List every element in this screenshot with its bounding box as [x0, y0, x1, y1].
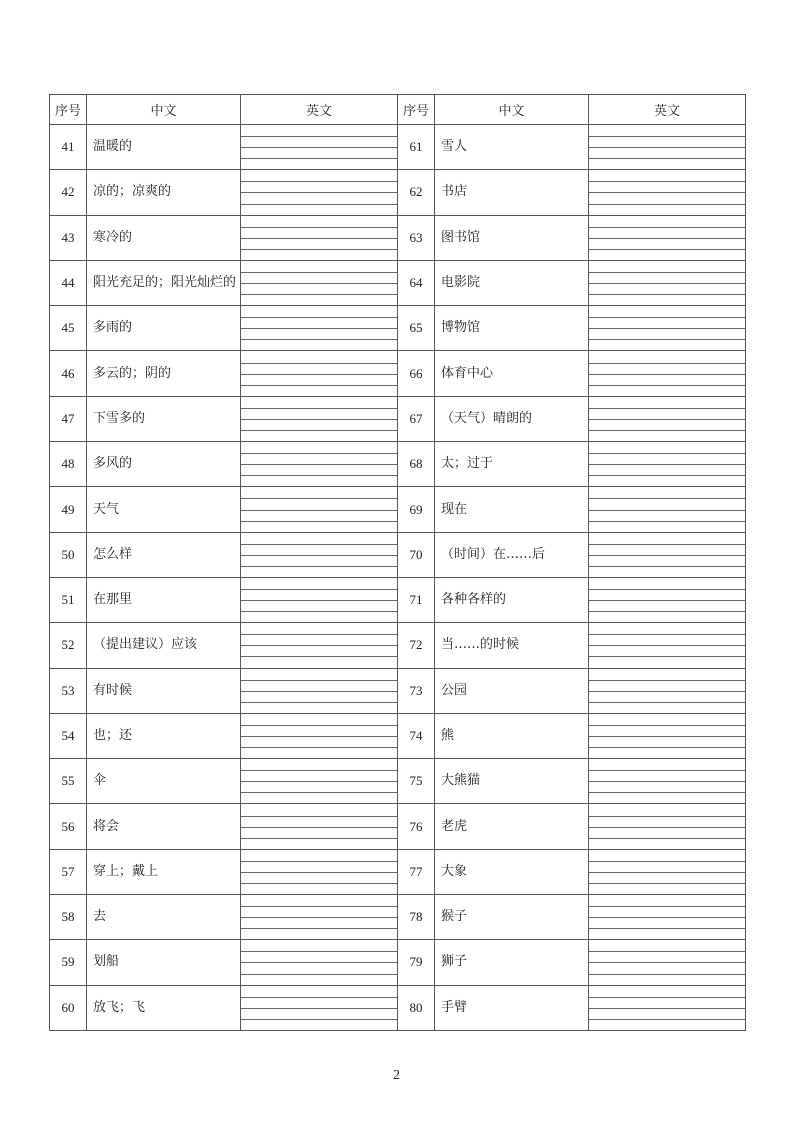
- writing-line: [241, 645, 397, 646]
- writing-line: [589, 408, 745, 409]
- writing-line: [589, 680, 745, 681]
- header-number-right: 序号: [398, 95, 435, 125]
- header-chinese-right: 中文: [435, 95, 589, 125]
- item-number: 53: [50, 668, 87, 713]
- writing-line: [589, 600, 745, 601]
- writing-line: [241, 861, 397, 862]
- writing-line: [589, 510, 745, 511]
- page-number: 2: [393, 1068, 400, 1083]
- writing-line: [241, 827, 397, 828]
- writing-line: [589, 227, 745, 228]
- item-number: 67: [398, 396, 435, 441]
- chinese-term: 图书馆: [435, 215, 589, 260]
- writing-line: [241, 792, 397, 793]
- english-answer-cell[interactable]: [241, 577, 398, 622]
- english-answer-cell[interactable]: [241, 260, 398, 305]
- item-number: 44: [50, 260, 87, 305]
- item-number: 66: [398, 351, 435, 396]
- table-row: [50, 396, 746, 441]
- english-answer-cell[interactable]: [241, 487, 398, 532]
- item-number: 74: [398, 713, 435, 758]
- item-number: 49: [50, 487, 87, 532]
- english-answer-cell[interactable]: [589, 487, 746, 532]
- writing-line: [241, 317, 397, 318]
- writing-line: [589, 838, 745, 839]
- writing-line: [589, 997, 745, 998]
- writing-line: [589, 656, 745, 657]
- item-number: 75: [398, 759, 435, 804]
- table-row: [50, 306, 746, 351]
- item-number: 56: [50, 804, 87, 849]
- writing-line: [241, 816, 397, 817]
- writing-line: [589, 645, 745, 646]
- chinese-term: 太；过于: [435, 442, 589, 487]
- english-answer-cell[interactable]: [589, 125, 746, 170]
- english-answer-cell[interactable]: [589, 442, 746, 487]
- writing-line: [589, 385, 745, 386]
- table-row: [50, 713, 746, 758]
- english-answer-cell[interactable]: [589, 351, 746, 396]
- writing-line: [589, 317, 745, 318]
- writing-line: [589, 294, 745, 295]
- writing-line: [589, 272, 745, 273]
- writing-line: [589, 363, 745, 364]
- writing-line: [589, 498, 745, 499]
- writing-line: [241, 475, 397, 476]
- chinese-term: 当……的时候: [435, 623, 589, 668]
- item-number: 57: [50, 849, 87, 894]
- english-answer-cell[interactable]: [241, 623, 398, 668]
- writing-line: [241, 192, 397, 193]
- chinese-term: 划船: [87, 940, 241, 985]
- writing-line: [241, 430, 397, 431]
- chinese-term: 现在: [435, 487, 589, 532]
- table-row: [50, 849, 746, 894]
- item-number: 80: [398, 985, 435, 1030]
- writing-line: [589, 339, 745, 340]
- chinese-term: 也；还: [87, 713, 241, 758]
- writing-line: [241, 555, 397, 556]
- item-number: 55: [50, 759, 87, 804]
- table-row: [50, 623, 746, 668]
- item-number: 59: [50, 940, 87, 985]
- chinese-term: 体育中心: [435, 351, 589, 396]
- chinese-term: 在那里: [87, 577, 241, 622]
- item-number: 60: [50, 985, 87, 1030]
- chinese-term: 熊: [435, 713, 589, 758]
- writing-line: [241, 158, 397, 159]
- item-number: 79: [398, 940, 435, 985]
- writing-line: [589, 792, 745, 793]
- writing-line: [589, 770, 745, 771]
- chinese-term: 阳光充足的；阳光灿烂的: [87, 260, 241, 305]
- chinese-term: 大熊猫: [435, 759, 589, 804]
- english-answer-cell[interactable]: [589, 260, 746, 305]
- item-number: 52: [50, 623, 87, 668]
- header-number-left: 序号: [50, 95, 87, 125]
- table-row: [50, 170, 746, 215]
- writing-line: [589, 464, 745, 465]
- writing-line: [589, 634, 745, 635]
- chinese-term: （提出建议）应该: [87, 623, 241, 668]
- writing-line: [589, 181, 745, 182]
- writing-line: [589, 917, 745, 918]
- english-answer-cell[interactable]: [241, 351, 398, 396]
- writing-line: [589, 1008, 745, 1009]
- writing-line: [589, 566, 745, 567]
- english-answer-cell[interactable]: [241, 125, 398, 170]
- writing-line: [241, 328, 397, 329]
- table-row: [50, 895, 746, 940]
- chinese-term: 大象: [435, 849, 589, 894]
- english-answer-cell[interactable]: [241, 396, 398, 441]
- writing-line: [589, 544, 745, 545]
- item-number: 63: [398, 215, 435, 260]
- english-answer-cell[interactable]: [241, 985, 398, 1030]
- chinese-term: 多雨的: [87, 306, 241, 351]
- writing-line: [241, 464, 397, 465]
- writing-line: [241, 453, 397, 454]
- writing-line: [589, 521, 745, 522]
- item-number: 42: [50, 170, 87, 215]
- chinese-term: 穿上；戴上: [87, 849, 241, 894]
- chinese-term: 下雪多的: [87, 396, 241, 441]
- english-answer-cell[interactable]: [241, 940, 398, 985]
- table-row: [50, 125, 746, 170]
- chinese-term: 电影院: [435, 260, 589, 305]
- item-number: 62: [398, 170, 435, 215]
- writing-line: [241, 363, 397, 364]
- item-number: 50: [50, 532, 87, 577]
- writing-line: [589, 555, 745, 556]
- item-number: 61: [398, 125, 435, 170]
- writing-line: [241, 181, 397, 182]
- item-number: 64: [398, 260, 435, 305]
- writing-line: [241, 600, 397, 601]
- writing-line: [589, 374, 745, 375]
- item-number: 65: [398, 306, 435, 351]
- chinese-term: 各种各样的: [435, 577, 589, 622]
- item-number: 54: [50, 713, 87, 758]
- writing-line: [589, 736, 745, 737]
- writing-line: [589, 702, 745, 703]
- writing-line: [589, 974, 745, 975]
- english-answer-cell[interactable]: [241, 215, 398, 260]
- writing-line: [589, 430, 745, 431]
- writing-line: [589, 816, 745, 817]
- writing-line: [241, 725, 397, 726]
- item-number: 68: [398, 442, 435, 487]
- english-answer-cell[interactable]: [241, 713, 398, 758]
- chinese-term: 手臂: [435, 985, 589, 1030]
- chinese-term: 将会: [87, 804, 241, 849]
- english-answer-cell[interactable]: [241, 668, 398, 713]
- writing-line: [589, 136, 745, 137]
- table-row: [50, 260, 746, 305]
- writing-line: [241, 510, 397, 511]
- table-row: [50, 804, 746, 849]
- writing-line: [589, 872, 745, 873]
- item-number: 73: [398, 668, 435, 713]
- table-row: [50, 759, 746, 804]
- writing-line: [241, 238, 397, 239]
- writing-line: [589, 204, 745, 205]
- header-english-right: 英文: [589, 95, 746, 125]
- english-answer-cell[interactable]: [589, 532, 746, 577]
- chinese-term: 有时候: [87, 668, 241, 713]
- writing-line: [241, 408, 397, 409]
- writing-line: [241, 136, 397, 137]
- table-header-row: [50, 95, 746, 125]
- writing-line: [241, 1008, 397, 1009]
- english-answer-cell[interactable]: [241, 804, 398, 849]
- writing-line: [241, 747, 397, 748]
- header-english-left: 英文: [241, 95, 398, 125]
- english-answer-cell[interactable]: [241, 532, 398, 577]
- chinese-term: （天气）晴朗的: [435, 396, 589, 441]
- writing-line: [589, 725, 745, 726]
- item-number: 41: [50, 125, 87, 170]
- english-answer-cell[interactable]: [589, 306, 746, 351]
- chinese-term: 伞: [87, 759, 241, 804]
- english-answer-cell[interactable]: [589, 713, 746, 758]
- english-answer-cell[interactable]: [589, 668, 746, 713]
- english-answer-cell[interactable]: [241, 306, 398, 351]
- table-row: [50, 668, 746, 713]
- english-answer-cell[interactable]: [589, 940, 746, 985]
- writing-line: [241, 1019, 397, 1020]
- english-answer-cell[interactable]: [241, 442, 398, 487]
- writing-line: [589, 827, 745, 828]
- item-number: 70: [398, 532, 435, 577]
- english-answer-cell[interactable]: [589, 759, 746, 804]
- item-number: 76: [398, 804, 435, 849]
- writing-line: [589, 928, 745, 929]
- table-row: [50, 487, 746, 532]
- writing-line: [589, 1019, 745, 1020]
- writing-line: [241, 928, 397, 929]
- writing-line: [241, 204, 397, 205]
- item-number: 77: [398, 849, 435, 894]
- item-number: 46: [50, 351, 87, 396]
- writing-line: [241, 419, 397, 420]
- chinese-term: 去: [87, 895, 241, 940]
- english-answer-cell[interactable]: [589, 804, 746, 849]
- chinese-term: （时间）在……后: [435, 532, 589, 577]
- writing-line: [589, 328, 745, 329]
- writing-line: [241, 770, 397, 771]
- item-number: 69: [398, 487, 435, 532]
- chinese-term: 雪人: [435, 125, 589, 170]
- item-number: 45: [50, 306, 87, 351]
- chinese-term: 多云的；阴的: [87, 351, 241, 396]
- item-number: 43: [50, 215, 87, 260]
- writing-line: [589, 453, 745, 454]
- writing-line: [241, 781, 397, 782]
- writing-line: [589, 906, 745, 907]
- table-row: [50, 351, 746, 396]
- writing-line: [241, 838, 397, 839]
- writing-line: [241, 227, 397, 228]
- writing-line: [589, 192, 745, 193]
- chinese-term: 凉的；凉爽的: [87, 170, 241, 215]
- english-answer-cell[interactable]: [241, 895, 398, 940]
- writing-line: [589, 781, 745, 782]
- english-answer-cell[interactable]: [589, 623, 746, 668]
- writing-line: [241, 339, 397, 340]
- writing-line: [589, 861, 745, 862]
- writing-line: [589, 747, 745, 748]
- writing-line: [241, 283, 397, 284]
- writing-line: [241, 702, 397, 703]
- item-number: 72: [398, 623, 435, 668]
- writing-line: [241, 997, 397, 998]
- writing-line: [241, 656, 397, 657]
- item-number: 58: [50, 895, 87, 940]
- english-answer-cell[interactable]: [589, 577, 746, 622]
- writing-line: [241, 872, 397, 873]
- chinese-term: 怎么样: [87, 532, 241, 577]
- chinese-term: 多风的: [87, 442, 241, 487]
- writing-line: [241, 521, 397, 522]
- writing-line: [589, 147, 745, 148]
- chinese-term: 放飞；飞: [87, 985, 241, 1030]
- writing-line: [589, 249, 745, 250]
- english-answer-cell[interactable]: [589, 170, 746, 215]
- writing-line: [241, 611, 397, 612]
- english-answer-cell[interactable]: [589, 396, 746, 441]
- writing-line: [589, 611, 745, 612]
- writing-line: [241, 374, 397, 375]
- table-row: [50, 215, 746, 260]
- english-answer-cell[interactable]: [589, 985, 746, 1030]
- writing-line: [241, 498, 397, 499]
- vocabulary-table: [49, 94, 746, 1031]
- english-answer-cell[interactable]: [589, 849, 746, 894]
- table-row: [50, 940, 746, 985]
- writing-line: [241, 962, 397, 963]
- writing-line: [241, 272, 397, 273]
- writing-line: [241, 680, 397, 681]
- chinese-term: 老虎: [435, 804, 589, 849]
- writing-line: [241, 566, 397, 567]
- table-row: [50, 532, 746, 577]
- english-answer-cell[interactable]: [589, 895, 746, 940]
- item-number: 51: [50, 577, 87, 622]
- writing-line: [241, 634, 397, 635]
- chinese-term: 猴子: [435, 895, 589, 940]
- writing-line: [589, 158, 745, 159]
- item-number: 71: [398, 577, 435, 622]
- writing-line: [589, 883, 745, 884]
- table-row: [50, 985, 746, 1030]
- item-number: 78: [398, 895, 435, 940]
- writing-line: [241, 883, 397, 884]
- writing-line: [241, 951, 397, 952]
- writing-line: [589, 419, 745, 420]
- english-answer-cell[interactable]: [589, 215, 746, 260]
- writing-line: [589, 951, 745, 952]
- english-answer-cell[interactable]: [241, 759, 398, 804]
- writing-line: [241, 906, 397, 907]
- writing-line: [241, 589, 397, 590]
- writing-line: [241, 249, 397, 250]
- writing-line: [241, 385, 397, 386]
- writing-line: [589, 238, 745, 239]
- chinese-term: 寒冷的: [87, 215, 241, 260]
- table-body: [50, 125, 746, 1031]
- writing-line: [589, 691, 745, 692]
- writing-line: [241, 147, 397, 148]
- writing-line: [241, 736, 397, 737]
- chinese-term: 天气: [87, 487, 241, 532]
- writing-line: [241, 974, 397, 975]
- item-number: 47: [50, 396, 87, 441]
- writing-line: [589, 589, 745, 590]
- english-answer-cell[interactable]: [241, 849, 398, 894]
- chinese-term: 温暖的: [87, 125, 241, 170]
- writing-line: [589, 475, 745, 476]
- chinese-term: 狮子: [435, 940, 589, 985]
- chinese-term: 书店: [435, 170, 589, 215]
- writing-line: [241, 544, 397, 545]
- chinese-term: 博物馆: [435, 306, 589, 351]
- english-answer-cell[interactable]: [241, 170, 398, 215]
- header-chinese-left: 中文: [87, 95, 241, 125]
- item-number: 48: [50, 442, 87, 487]
- writing-line: [241, 917, 397, 918]
- writing-line: [241, 294, 397, 295]
- chinese-term: 公园: [435, 668, 589, 713]
- writing-line: [241, 691, 397, 692]
- table-row: [50, 442, 746, 487]
- writing-line: [589, 283, 745, 284]
- writing-line: [589, 962, 745, 963]
- table-row: [50, 577, 746, 622]
